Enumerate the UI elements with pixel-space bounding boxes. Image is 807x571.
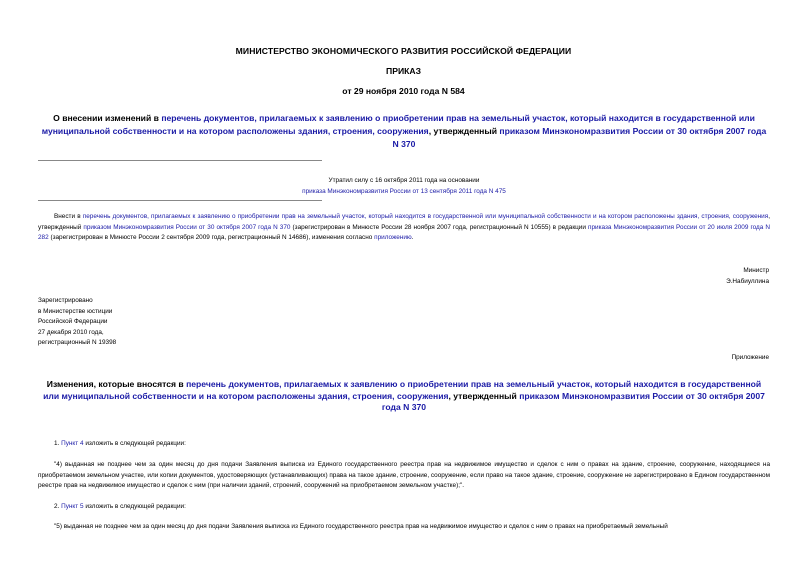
quote-2: "5) выданная не позднее чем за один месяц до дня подачи Заявления выписка из Единого государственного реестра прав на недвижимое имущество и сделок с ним о правах на приобретаемый земельный <box>54 523 668 530</box>
ministry-heading: МИНИСТЕРСТВО ЭКОНОМИЧЕСКОГО РАЗВИТИЯ РОССИЙСКОЙ ФЕДЕРАЦИИ <box>235 46 572 56</box>
divider-top <box>38 160 322 161</box>
doc-date-number: от 29 ноября 2010 года N 584 <box>342 86 465 96</box>
registration-block <box>38 296 238 349</box>
item-1 <box>54 440 186 447</box>
registration-line: 27 декабря 2010 года, <box>38 328 104 336</box>
signature-block <box>569 266 769 287</box>
order-title-link-order370[interactable]: приказом Минэкономразвития России от 30 октября 2007 года N 370 <box>392 126 767 149</box>
p1-d: (зарегистрирован в Минюсте России 2 сентября 2009 года, регистрационный N 14686), изменения согласно <box>48 234 375 241</box>
signature-name: Э.Набиуллина <box>726 277 769 285</box>
appendix-title-mid: , утвержденный <box>448 390 520 401</box>
p1-link-appendix[interactable]: приложению <box>374 234 412 241</box>
signature-position: Министр <box>743 267 769 274</box>
registration-line: регистрационный N 19398 <box>38 339 117 346</box>
registration-line: в Министерстве юстиции <box>38 307 113 315</box>
order-title-mid: , утвержденный <box>428 126 500 136</box>
order-title-link-list[interactable]: перечень документов, прилагаемых к заявлению о приобретении прав на земельный участок, который находится в государственной или муниципальной собственности и на котором расположены здания, строения, сооружения <box>41 113 755 136</box>
item-2-text: изложить в следующей редакции: <box>83 503 186 510</box>
doc-type-heading: ПРИКАЗ <box>386 66 421 76</box>
status-note <box>38 175 770 197</box>
item-1-link[interactable]: Пункт 4 <box>61 440 84 447</box>
registration-line: Российской Федерации <box>38 318 108 325</box>
item-1-text: изложить в следующей редакции: <box>83 440 186 447</box>
status-line: Утратил силу с 16 октября 2011 года на основании <box>328 177 480 184</box>
p1-link-order282[interactable]: приказа Минэкономразвития России от 20 июля 2009 года N 282 <box>38 223 771 241</box>
quote-1: "4) выданная не позднее чем за один месяц до дня подачи Заявления выписка из Единого государственного реестра прав на недвижимое имущество и сделок с ним о правах на здание, строение, сооружение, находящиеся на приобретаемом земельном участке, или копии документов, удостоверяющих (устанавливающих) права на такое здание, строение, сооружение, если право на такое здание, строение, сооружение не зарегистрировано в Едином государственном реестре прав на недвижимое имущество и сделок с ним (при наличии зданий, строений, сооружений на приобретаемом земельном участке);". <box>38 461 770 489</box>
appendix-title <box>38 379 770 414</box>
p1-b: , утвержденный <box>38 213 770 231</box>
item-1-num: 1. <box>54 440 62 447</box>
p1-link-order370[interactable]: приказом Минэкономразвития России от 30 октября 2007 года N 370 <box>83 223 291 231</box>
item-2-num: 2. <box>54 503 62 510</box>
order-title <box>38 112 770 151</box>
p1-e: . <box>411 234 414 241</box>
registration-line: Зарегистрировано <box>38 297 93 304</box>
appendix-label: Приложение <box>731 354 769 361</box>
appendix-title-link-list[interactable]: перечень документов, прилагаемых к заявлению о приобретении прав на земельный участок, который находится в государственной или муниципальной собственности и на котором расположены здания, строения, сооружения <box>43 379 762 401</box>
item-2 <box>54 503 186 510</box>
body-paragraph <box>38 212 770 244</box>
divider-bottom <box>38 200 322 201</box>
p1-link-list[interactable]: перечень документов, прилагаемых к заявлению о приобретении прав на земельный участок, который находится в государственной или муниципальной собственности и на котором расположены здания, строения, сооружения <box>82 213 769 220</box>
p1-a: Внести в <box>54 213 83 220</box>
appendix-title-pre: Изменения, которые вносятся в <box>46 379 187 389</box>
appendix-title-link-order370[interactable]: приказом Минэкономразвития России от 30 октября 2007 года N 370 <box>381 390 765 412</box>
p1-c: (зарегистрирован в Минюсте России 28 ноября 2007 года, регистрационный N 10555) в редакции <box>290 223 588 231</box>
status-link-order475[interactable]: приказа Минэкономразвития России от 13 сентября 2011 года N 475 <box>302 188 506 195</box>
order-title-pre: О внесении изменений в <box>53 113 162 123</box>
item-2-link[interactable]: Пункт 5 <box>61 503 84 510</box>
